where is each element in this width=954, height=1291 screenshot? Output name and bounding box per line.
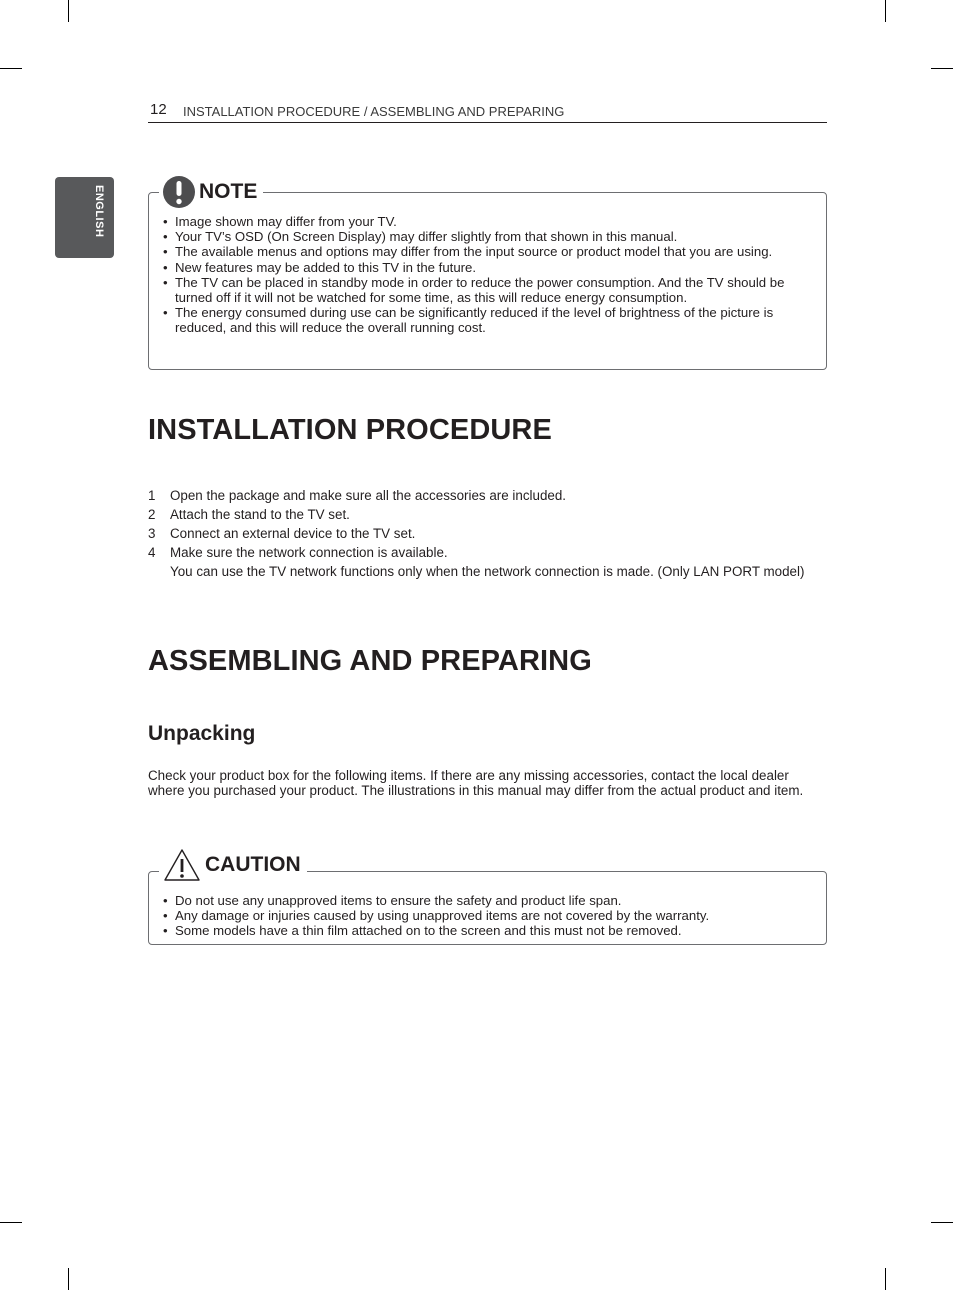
unpacking-subtitle: Unpacking: [148, 722, 256, 745]
note-box: [148, 180, 827, 370]
note-item: • Image shown may differ from your TV.: [163, 214, 816, 229]
caution-header: [159, 848, 307, 882]
step-text: Open the package and make sure all the accessories are included.: [170, 488, 567, 503]
step-number: 1: [148, 488, 156, 503]
crop-mark: [0, 68, 22, 69]
crop-mark: [885, 0, 886, 22]
unpacking-paragraph: Check your product box for the following items. If there are any missing accessories, contact the local dealer where you purchased your product. The illustrations in this manual may differ from the actual product and item.: [148, 768, 804, 799]
step-item: [148, 543, 818, 581]
step-item: [148, 486, 818, 505]
crop-mark: [68, 0, 69, 22]
language-tab-label: ENGLISH: [93, 185, 105, 238]
crop-mark: [885, 1268, 886, 1290]
language-tab: [55, 177, 114, 258]
step-text: Connect an external device to the TV set.: [170, 526, 416, 541]
warning-triangle-icon: [163, 848, 201, 882]
caution-box: [148, 853, 827, 945]
note-item: • Your TV’s OSD (On Screen Display) may differ slightly from that shown in this manual.: [163, 229, 816, 244]
exclamation-icon: [163, 176, 195, 208]
installation-steps: [148, 486, 818, 581]
caution-item: • Do not use any unapproved items to ensure the safety and product life span.: [163, 893, 816, 908]
note-item: • The available menus and options may differ from the input source or product model that you are using.: [163, 244, 816, 259]
page-number: 12: [150, 101, 167, 118]
caution-list: [163, 893, 816, 939]
note-item: • The energy consumed during use can be significantly reduced if the level of brightness of the picture is reduced, and this will reduce the overall running cost.: [163, 305, 816, 335]
step-text: Attach the stand to the TV set.: [170, 507, 350, 522]
crop-mark: [931, 68, 953, 69]
note-label: NOTE: [199, 180, 258, 203]
page-header: [148, 100, 827, 123]
step-number: 3: [148, 526, 156, 541]
installation-title: INSTALLATION PROCEDURE: [148, 414, 552, 446]
crop-mark: [0, 1222, 22, 1223]
assembling-title: ASSEMBLING AND PREPARING: [148, 645, 592, 677]
caution-item: • Some models have a thin film attached on to the screen and this must not be removed.: [163, 923, 816, 938]
crop-mark: [68, 1268, 69, 1290]
step-number: 2: [148, 507, 156, 522]
note-list: [163, 214, 816, 336]
note-item: • New features may be added to this TV in the future.: [163, 260, 816, 275]
step-note: You can use the TV network functions only when the network connection is made. (Only LAN PORT model): [170, 564, 805, 579]
note-item: • The TV can be placed in standby mode in order to reduce the power consumption. And the TV should be turned off if it will not be watched for some time, as this will reduce energy consumption.: [163, 275, 816, 305]
note-header: [159, 176, 263, 208]
caution-label: CAUTION: [205, 853, 301, 876]
caution-item: • Any damage or injuries caused by using unapproved items are not covered by the warranty.: [163, 908, 816, 923]
step-item: [148, 524, 818, 543]
step-item: [148, 505, 818, 524]
step-number: 4: [148, 545, 156, 560]
step-text: Make sure the network connection is available.: [170, 545, 448, 560]
crop-mark: [931, 1222, 953, 1223]
running-title: INSTALLATION PROCEDURE / ASSEMBLING AND PREPARING: [183, 104, 565, 119]
